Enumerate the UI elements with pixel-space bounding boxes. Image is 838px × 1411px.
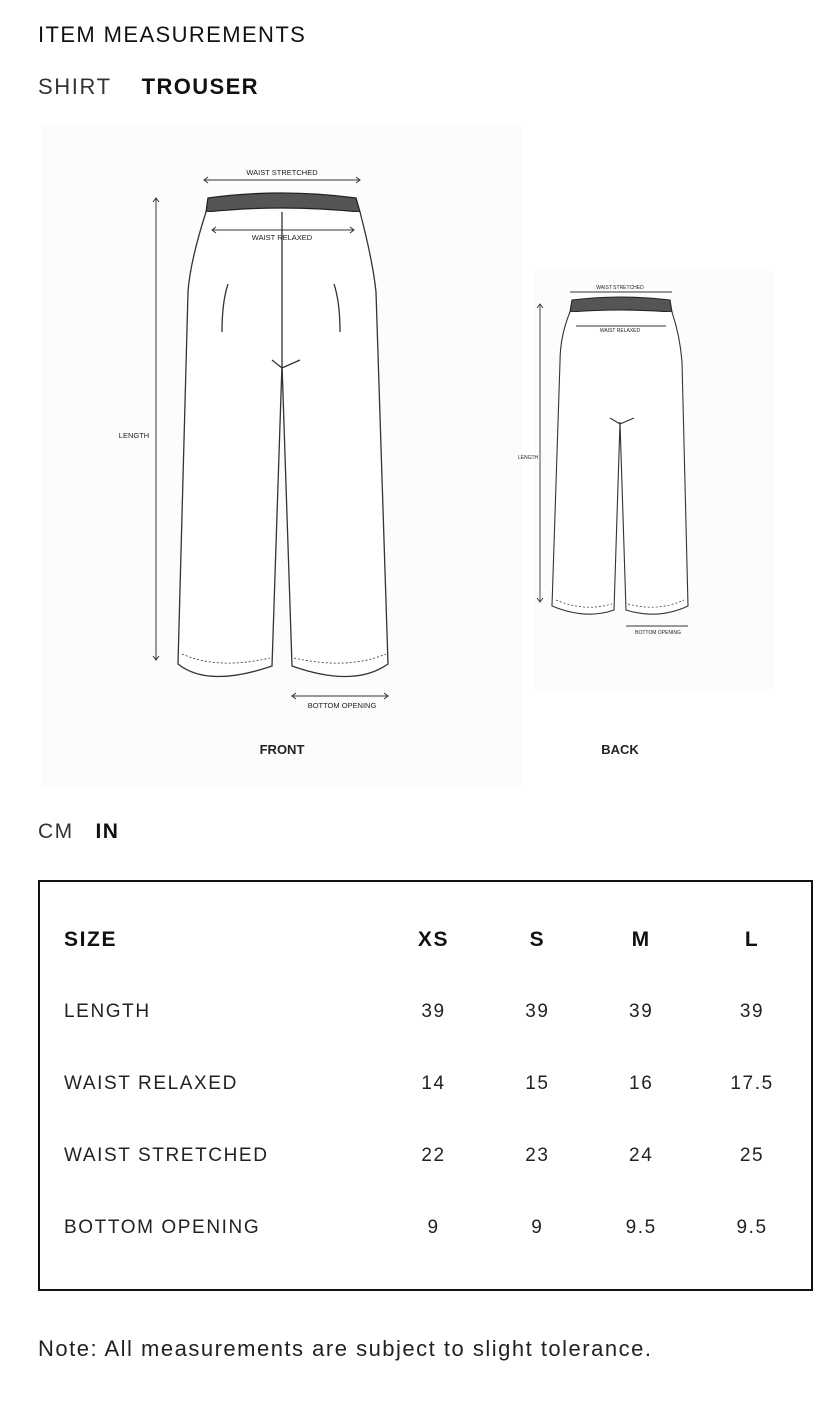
table-row [64, 1192, 811, 1264]
table-cell: 9 [531, 1217, 544, 1238]
front-caption: FRONT [259, 742, 305, 757]
trouser-measurement-diagram [38, 122, 778, 792]
table-cell: 39 [525, 1001, 550, 1022]
size-table [64, 904, 811, 1264]
table-cell: 22 [421, 1145, 446, 1166]
back-waist-relaxed-label: WAIST RELAXED [599, 328, 641, 334]
back-caption: BACK [601, 742, 639, 757]
table-cell: 9.5 [625, 1217, 657, 1238]
table-row [64, 1048, 811, 1120]
front-length-label: LENGTH [118, 431, 150, 440]
back-bottom-opening-label: BOTTOM OPENING [635, 630, 681, 636]
row-label-waist-stretched: WAIST STRETCHED [64, 1145, 269, 1166]
back-length-label: LENGTH [517, 455, 539, 461]
table-cell: 24 [629, 1145, 654, 1166]
back-waistband [570, 297, 672, 312]
size-chart [38, 880, 813, 1291]
front-waist-relaxed-label: WAIST RELAXED [251, 233, 313, 242]
size-m: M [631, 928, 651, 951]
table-cell: 39 [739, 1001, 765, 1022]
trouser-diagram-svg [38, 122, 778, 792]
table-cell: 25 [739, 1145, 765, 1166]
tab-trouser[interactable]: TROUSER [141, 74, 259, 99]
table-cell: 39 [629, 1001, 654, 1022]
size-header-row [64, 904, 811, 976]
garment-tabs [38, 74, 259, 100]
table-cell: 17.5 [730, 1073, 774, 1094]
unit-in[interactable]: IN [95, 820, 120, 843]
table-cell: 15 [525, 1073, 550, 1094]
back-waist-stretched-label: WAIST STRETCHED [596, 285, 644, 291]
unit-toggle [38, 820, 119, 844]
tab-shirt[interactable]: SHIRT [38, 74, 112, 99]
table-row [64, 976, 811, 1048]
size-header-label: SIZE [64, 928, 118, 951]
table-row [64, 1120, 811, 1192]
table-cell: 23 [525, 1145, 550, 1166]
table-cell: 16 [629, 1073, 654, 1094]
table-cell: 39 [421, 1001, 446, 1022]
front-waist-stretched-label: WAIST STRETCHED [246, 168, 318, 177]
row-label-bottom-opening: BOTTOM OPENING [64, 1217, 261, 1238]
unit-cm[interactable]: CM [38, 820, 74, 843]
row-label-length: LENGTH [64, 1001, 151, 1022]
page-title: ITEM MEASUREMENTS [38, 22, 307, 47]
table-cell: 14 [421, 1073, 446, 1094]
size-l: L [744, 928, 760, 951]
size-xs: XS [417, 928, 450, 951]
row-label-waist-relaxed: WAIST RELAXED [64, 1073, 238, 1094]
tolerance-note: Note: All measurements are subject to slight tolerance. [38, 1336, 653, 1361]
table-cell: 9.5 [736, 1217, 768, 1238]
table-cell: 9 [427, 1217, 440, 1238]
size-s: S [529, 928, 546, 951]
front-bottom-opening-label: BOTTOM OPENING [307, 701, 377, 710]
